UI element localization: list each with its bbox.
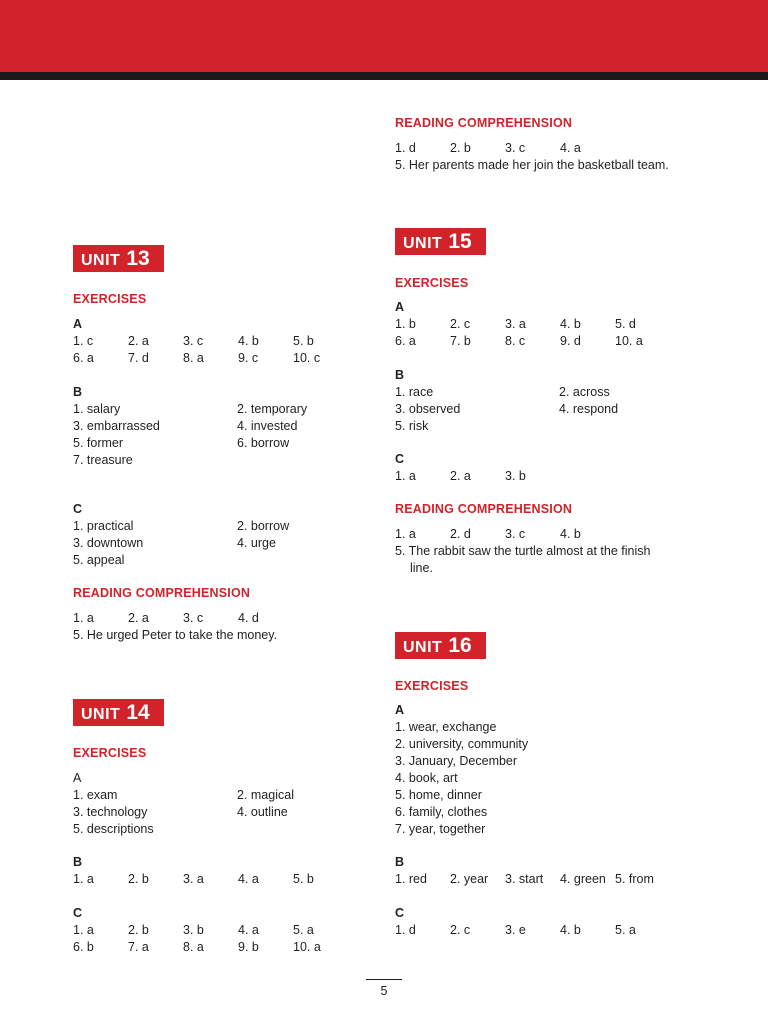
answer-row	[395, 526, 650, 543]
answer: 2. c	[450, 317, 471, 331]
answer: 5. home, dinner	[395, 788, 482, 802]
answer: 9. d	[560, 334, 581, 348]
answer: 3. c	[183, 334, 204, 348]
answer-row	[73, 418, 401, 435]
answer: 1. a	[73, 923, 94, 937]
answer: 2. a	[450, 469, 471, 483]
answer: 1. a	[395, 469, 416, 483]
answer: 4. a	[238, 923, 259, 937]
page-number-rule	[366, 979, 402, 980]
answer: 2. across	[559, 385, 610, 399]
answer-row	[73, 821, 401, 838]
section-exercises: EXERCISES	[395, 276, 469, 290]
answer: 5. risk	[395, 419, 429, 433]
exercise-letter: C	[73, 906, 83, 920]
answer-row	[73, 871, 348, 888]
answer-row	[395, 316, 670, 333]
answer-row	[73, 610, 293, 627]
unit-number: 14	[126, 701, 150, 724]
answer: 6. family, clothes	[395, 805, 488, 819]
answer-row	[395, 333, 670, 350]
unit-15-badge	[395, 228, 486, 255]
exercise-a	[395, 299, 670, 350]
answer: 8. c	[505, 334, 526, 348]
answer: 2. d	[450, 527, 471, 541]
answer: 1. wear, exchange	[395, 720, 497, 734]
answer: 4. b	[560, 317, 581, 331]
header-bar	[0, 0, 768, 72]
answer-row	[395, 468, 560, 485]
exercise-c	[73, 501, 401, 569]
answer: 2. borrow	[237, 519, 290, 533]
answer: 4. a	[238, 872, 259, 886]
answer: 3. embarrassed	[73, 419, 160, 433]
rc-answers	[395, 526, 650, 577]
answer: 3. January, December	[395, 754, 518, 768]
exercise-c	[395, 905, 670, 939]
section-reading-comprehension: READING COMPREHENSION	[395, 116, 573, 130]
answer: 1. a	[395, 527, 416, 541]
unit-number: 15	[448, 230, 472, 253]
exercise-a	[73, 770, 401, 838]
answer: 10. c	[293, 351, 321, 365]
answer: 3. c	[505, 141, 526, 155]
exercise-c	[73, 905, 348, 956]
answer: 7. treasure	[73, 453, 133, 467]
answer: 6. borrow	[237, 436, 290, 450]
answer-sentence: 5. The rabbit saw the turtle almost at the finish	[395, 544, 651, 558]
answer-row	[73, 804, 401, 821]
answer-row	[395, 401, 723, 418]
answer: 2. b	[128, 923, 149, 937]
answer: 1. red	[395, 872, 427, 886]
unit-number: 16	[448, 634, 472, 657]
exercise-b	[395, 367, 723, 435]
unit-14-badge	[73, 699, 164, 726]
answer-row	[73, 333, 348, 350]
answer: 10. a	[615, 334, 643, 348]
answer-row	[73, 787, 401, 804]
answer-row	[73, 552, 401, 569]
answer: 2. university, community	[395, 737, 529, 751]
answer-row	[73, 518, 401, 535]
answer: 4. invested	[237, 419, 298, 433]
answer: 3. b	[505, 469, 526, 483]
answer: 1. d	[395, 923, 416, 937]
answer: 1. salary	[73, 402, 121, 416]
answer: 5. d	[615, 317, 636, 331]
exercise-letter: A	[73, 771, 82, 785]
answer-row	[395, 922, 670, 939]
answer: 1. exam	[73, 788, 118, 802]
answer: 5. descriptions	[73, 822, 154, 836]
exercise-letter: C	[395, 906, 405, 920]
section-exercises: EXERCISES	[73, 292, 147, 306]
answer: 4. a	[560, 141, 581, 155]
unit-label: UNIT	[403, 235, 443, 252]
exercise-letter: C	[73, 502, 83, 516]
unit-13-badge	[73, 245, 164, 272]
answer: 9. b	[238, 940, 259, 954]
answer-sentence-continued: line.	[410, 561, 433, 575]
answer: 9. c	[238, 351, 259, 365]
exercise-letter: B	[73, 855, 83, 869]
exercise-letter: B	[395, 855, 405, 869]
answer-row	[395, 384, 723, 401]
exercise-a	[73, 316, 348, 367]
section-reading-comprehension: READING COMPREHENSION	[73, 586, 251, 600]
answer: 2. temporary	[237, 402, 308, 416]
exercise-c	[395, 451, 560, 485]
answer: 5. from	[615, 872, 654, 886]
answer: 4. b	[560, 527, 581, 541]
answer: 3. c	[505, 527, 526, 541]
answer: 4. outline	[237, 805, 288, 819]
exercise-b	[73, 384, 401, 469]
answer-sentence: 5. Her parents made her join the basketball team.	[395, 158, 669, 172]
answer: 3. downtown	[73, 536, 144, 550]
answer: 6. a	[73, 351, 94, 365]
answer: 2. magical	[237, 788, 294, 802]
answer: 1. a	[73, 611, 94, 625]
unit-label: UNIT	[81, 252, 121, 269]
exercise-b	[73, 854, 348, 888]
answer: 1. d	[395, 141, 416, 155]
answer: 1. b	[395, 317, 416, 331]
answer: 4. green	[560, 872, 606, 886]
exercise-letter: A	[395, 300, 405, 314]
answer: 7. a	[128, 940, 149, 954]
unit-label: UNIT	[403, 639, 443, 656]
answer-row	[73, 535, 401, 552]
answer: 4. b	[560, 923, 581, 937]
rc-answers	[395, 140, 669, 174]
answer: 5. a	[615, 923, 636, 937]
answer: 2. b	[128, 872, 149, 886]
answer-row	[73, 401, 401, 418]
answer: 5. appeal	[73, 553, 125, 567]
answer-row	[73, 922, 348, 939]
answer: 6. b	[73, 940, 94, 954]
answer: 5. former	[73, 436, 124, 450]
section-reading-comprehension: READING COMPREHENSION	[395, 502, 573, 516]
page-number: 5	[380, 984, 388, 998]
answer: 7. b	[450, 334, 471, 348]
answer: 3. b	[183, 923, 204, 937]
answer: 5. b	[293, 872, 314, 886]
answer-sentence: 5. He urged Peter to take the money.	[73, 628, 278, 642]
answer: 2. a	[128, 334, 149, 348]
unit-number: 13	[126, 247, 150, 270]
answer: 2. c	[450, 923, 471, 937]
answer: 3. a	[505, 317, 526, 331]
answer: 10. a	[293, 940, 321, 954]
answer: 3. observed	[395, 402, 461, 416]
answer: 3. start	[505, 872, 544, 886]
answer-row	[73, 350, 348, 367]
answer: 5. a	[293, 923, 314, 937]
answer: 3. e	[505, 923, 526, 937]
answer: 3. c	[183, 611, 204, 625]
answer: 2. b	[450, 141, 471, 155]
exercise-b	[395, 854, 670, 888]
answer: 1. c	[73, 334, 94, 348]
answer: 2. a	[128, 611, 149, 625]
answer: 2. year	[450, 872, 489, 886]
answer: 7. d	[128, 351, 149, 365]
answer: 4. b	[238, 334, 259, 348]
rc-answers	[73, 610, 293, 644]
exercise-letter: B	[73, 385, 83, 399]
answer: 6. a	[395, 334, 416, 348]
answer-row	[73, 435, 401, 452]
answer-row	[73, 452, 401, 469]
answer: 4. urge	[237, 536, 276, 550]
answer: 4. book, art	[395, 771, 458, 785]
answer: 5. b	[293, 334, 314, 348]
answer: 8. a	[183, 351, 204, 365]
unit-label: UNIT	[81, 706, 121, 723]
answer: 8. a	[183, 940, 204, 954]
unit-16-badge	[395, 632, 486, 659]
answer: 1. race	[395, 385, 434, 399]
header-rule	[0, 72, 768, 80]
answer-row	[73, 939, 348, 956]
exercise-letter: A	[395, 703, 405, 717]
answer: 1. practical	[73, 519, 134, 533]
answer: 4. respond	[559, 402, 619, 416]
exercise-letter: B	[395, 368, 405, 382]
answer: 1. a	[73, 872, 94, 886]
section-exercises: EXERCISES	[395, 679, 469, 693]
exercise-a	[395, 702, 528, 838]
answer: 3. a	[183, 872, 204, 886]
answer-row	[395, 418, 723, 435]
answer: 3. technology	[73, 805, 148, 819]
answer-row	[395, 871, 670, 888]
exercise-letter: A	[73, 317, 83, 331]
exercise-letter: C	[395, 452, 405, 466]
answer: 7. year, together	[395, 822, 486, 836]
section-exercises: EXERCISES	[73, 746, 147, 760]
answer-row	[395, 140, 669, 157]
answer: 4. d	[238, 611, 259, 625]
